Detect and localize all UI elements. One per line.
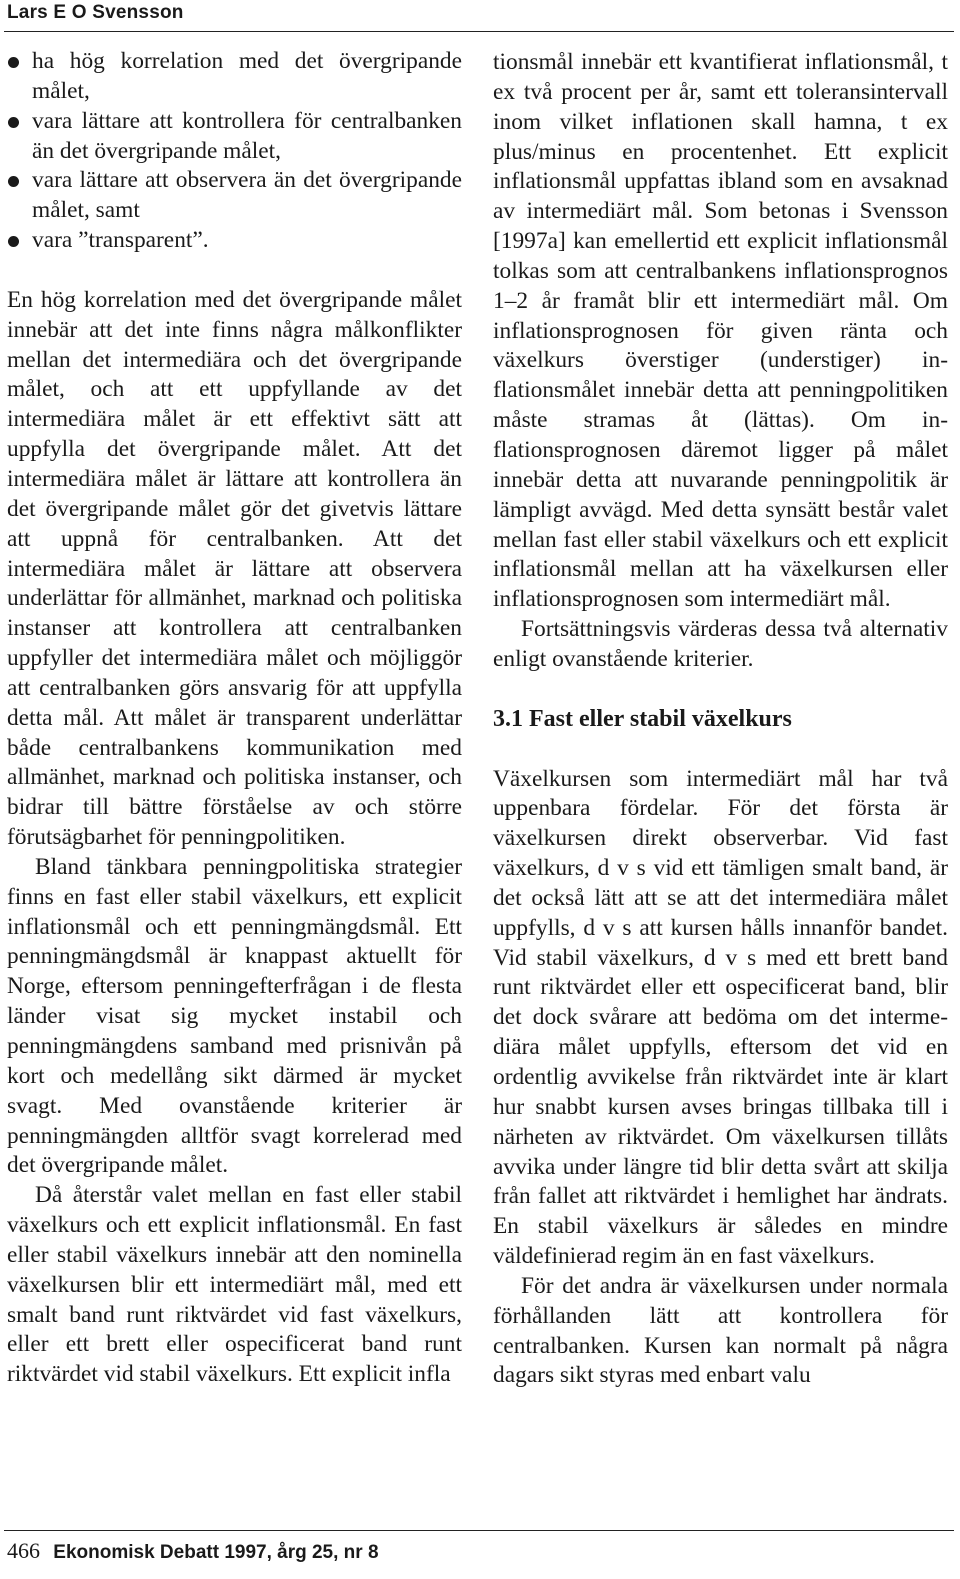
bullet-icon: [8, 236, 19, 247]
list-item-text: vara ”transparent”.: [32, 227, 209, 254]
right-column: [493, 48, 948, 1391]
bullet-icon: [8, 176, 19, 187]
body-paragraph: tionsmål innebär ett kvantifierat inflationsmål, t ex två procent per år, samt ett toleransintervall inom vilket inflationen skall hamna, t ex plus/minus en procentenhet. Ett explicit inflationsmål uppfattas ibland som en avsaknad av intermediärt mål. Som betonas i Svensson [1997a] kan emellertid ett explicit inflationsmål tolkas som att centralbankens inflationsprognos 1–2 år framåt blir ett intermediärt mål. Om inflationsprognosen för given ränta och växelkurs överstiger (understiger) inflationsmålet innebär detta att penningpolitiken måste stramas åt (lättas). Om inflationsprognosen däremot ligger på målet innebär detta att nuvarande penningpolitik är lämpligt avvägd. Med detta synsätt består valet mellan fast eller stabil växelkurs och ett explicit inflationsmål mellan att ha växelkursen eller inflationsprognosen som intermediärt mål.: [493, 49, 948, 613]
body-paragraph: För det andra är växelkursen under normala förhållanden lätt att kontrollera för centralbanken. Kursen kan normalt på några dagars sikt styras med enbart valu: [493, 1272, 948, 1389]
section-heading: 3.1 Fast eller stabil växelkurs: [493, 705, 792, 732]
body-paragraph: Bland tänkbara penningpolitiska strategier finns en fast eller stabil växelkurs, ett explicit inflationsmål och ett penningmängdsmål. Ett penningmängdsmål är knappast aktuellt för Norge, eftersom penningefterfrågan i de flesta länder visat sig mycket instabil och penningmängdens samband med prisnivån på kort och medellång sikt därmed är mycket svagt. Med ovanstående kriterier är penningmängden alltför svagt korrelerad med det övergripande målet.: [7, 853, 462, 1179]
footer-rule: [4, 1530, 954, 1531]
running-head-author: Lars E O Svensson: [7, 2, 184, 23]
header-rule: [4, 31, 954, 32]
bullet-icon: [8, 117, 19, 128]
body-paragraph: Fortsättningsvis värderas dessa två alternativ enligt ovanstående kriterier.: [493, 616, 948, 672]
page-number: 466: [7, 1538, 40, 1563]
list-item: [7, 107, 462, 167]
list-item-text: vara lättare att kontrollera för centralbanken än det övergripande målet,: [32, 107, 462, 164]
bullet-icon: [8, 57, 19, 68]
page-footer: [7, 1538, 379, 1564]
list-item: [7, 47, 462, 107]
body-paragraph: Då återstår valet mellan en fast eller stabil växelkurs och ett explicit inflationsmål. En fast eller stabil växelkurs innebär att den nominella växelkursen blir ett intermediärt mål, med ett smalt band runt riktvärdet vid fast växelkurs, eller ett brett eller ospecificerat band runt riktvärdet vid stabil växelkurs. Ett explicit infla: [7, 1182, 462, 1388]
list-item: [7, 226, 462, 256]
journal-citation: Ekonomisk Debatt 1997, årg 25, nr 8: [53, 1542, 379, 1563]
list-item-text: vara lättare att observera än det övergripande målet, samt: [32, 167, 462, 224]
criteria-list: [7, 47, 462, 256]
list-item-text: ha hög korrelation med det övergripande målet,: [32, 48, 462, 104]
left-column: [7, 47, 462, 1390]
body-paragraph: Växelkursen som intermediärt mål har två uppenbara fördelar. För det första är växelkursen direkt observerbar. Vid fast växelkurs, d v s vid ett tämligen smalt band, är det också lätt att se att det intermediära målet uppfylls, d v s att kursen hålls innanför bandet. Vid stabil växelkurs, d v s med ett brett band runt riktvärdet eller ett ospecificerat band, blir det dock svårare att bedöma om det intermediära målet uppfylls, eftersom det vid en ordentlig avvikelse från riktvärdet inte är klart hur snabbt kursen avses bringas tillbaka till i närheten av riktvärdet. Om växelkursen tillåts avvika under längre tid blir detta svårt att skilja från fallet att riktvärdet i hemlighet har ändrats. En stabil växelkurs är således en mindre väldefinierad regim än en fast växelkurs.: [493, 765, 948, 1270]
list-item: [7, 166, 462, 226]
body-paragraph: En hög korrelation med det övergripande målet innebär att det inte finns några målkonflikter mellan det intermediära och det övergripande målet, och att ett uppfyllande av det intermediära målet är ett effektivt sätt att uppfylla det övergripande målet. Att det intermediära målet är lättare att kontrollera än det övergripande målet gör det givetvis lättare att uppnå för centralbanken. Att det intermediära målet är lättare att observera underlättar för allmänhet, marknad och politiska instanser att kontrollera att centralbanken uppfyller det intermediära målet och möjliggör att centralbanken görs ansvarig för att uppfylla detta mål. Att målet är transparent underlättar både centralbankens kommunikation med allmänhet, marknad och politiska instanser, och bidrar till bättre förståelse av och större förutsägbarhet för penningpolitiken.: [7, 286, 462, 851]
